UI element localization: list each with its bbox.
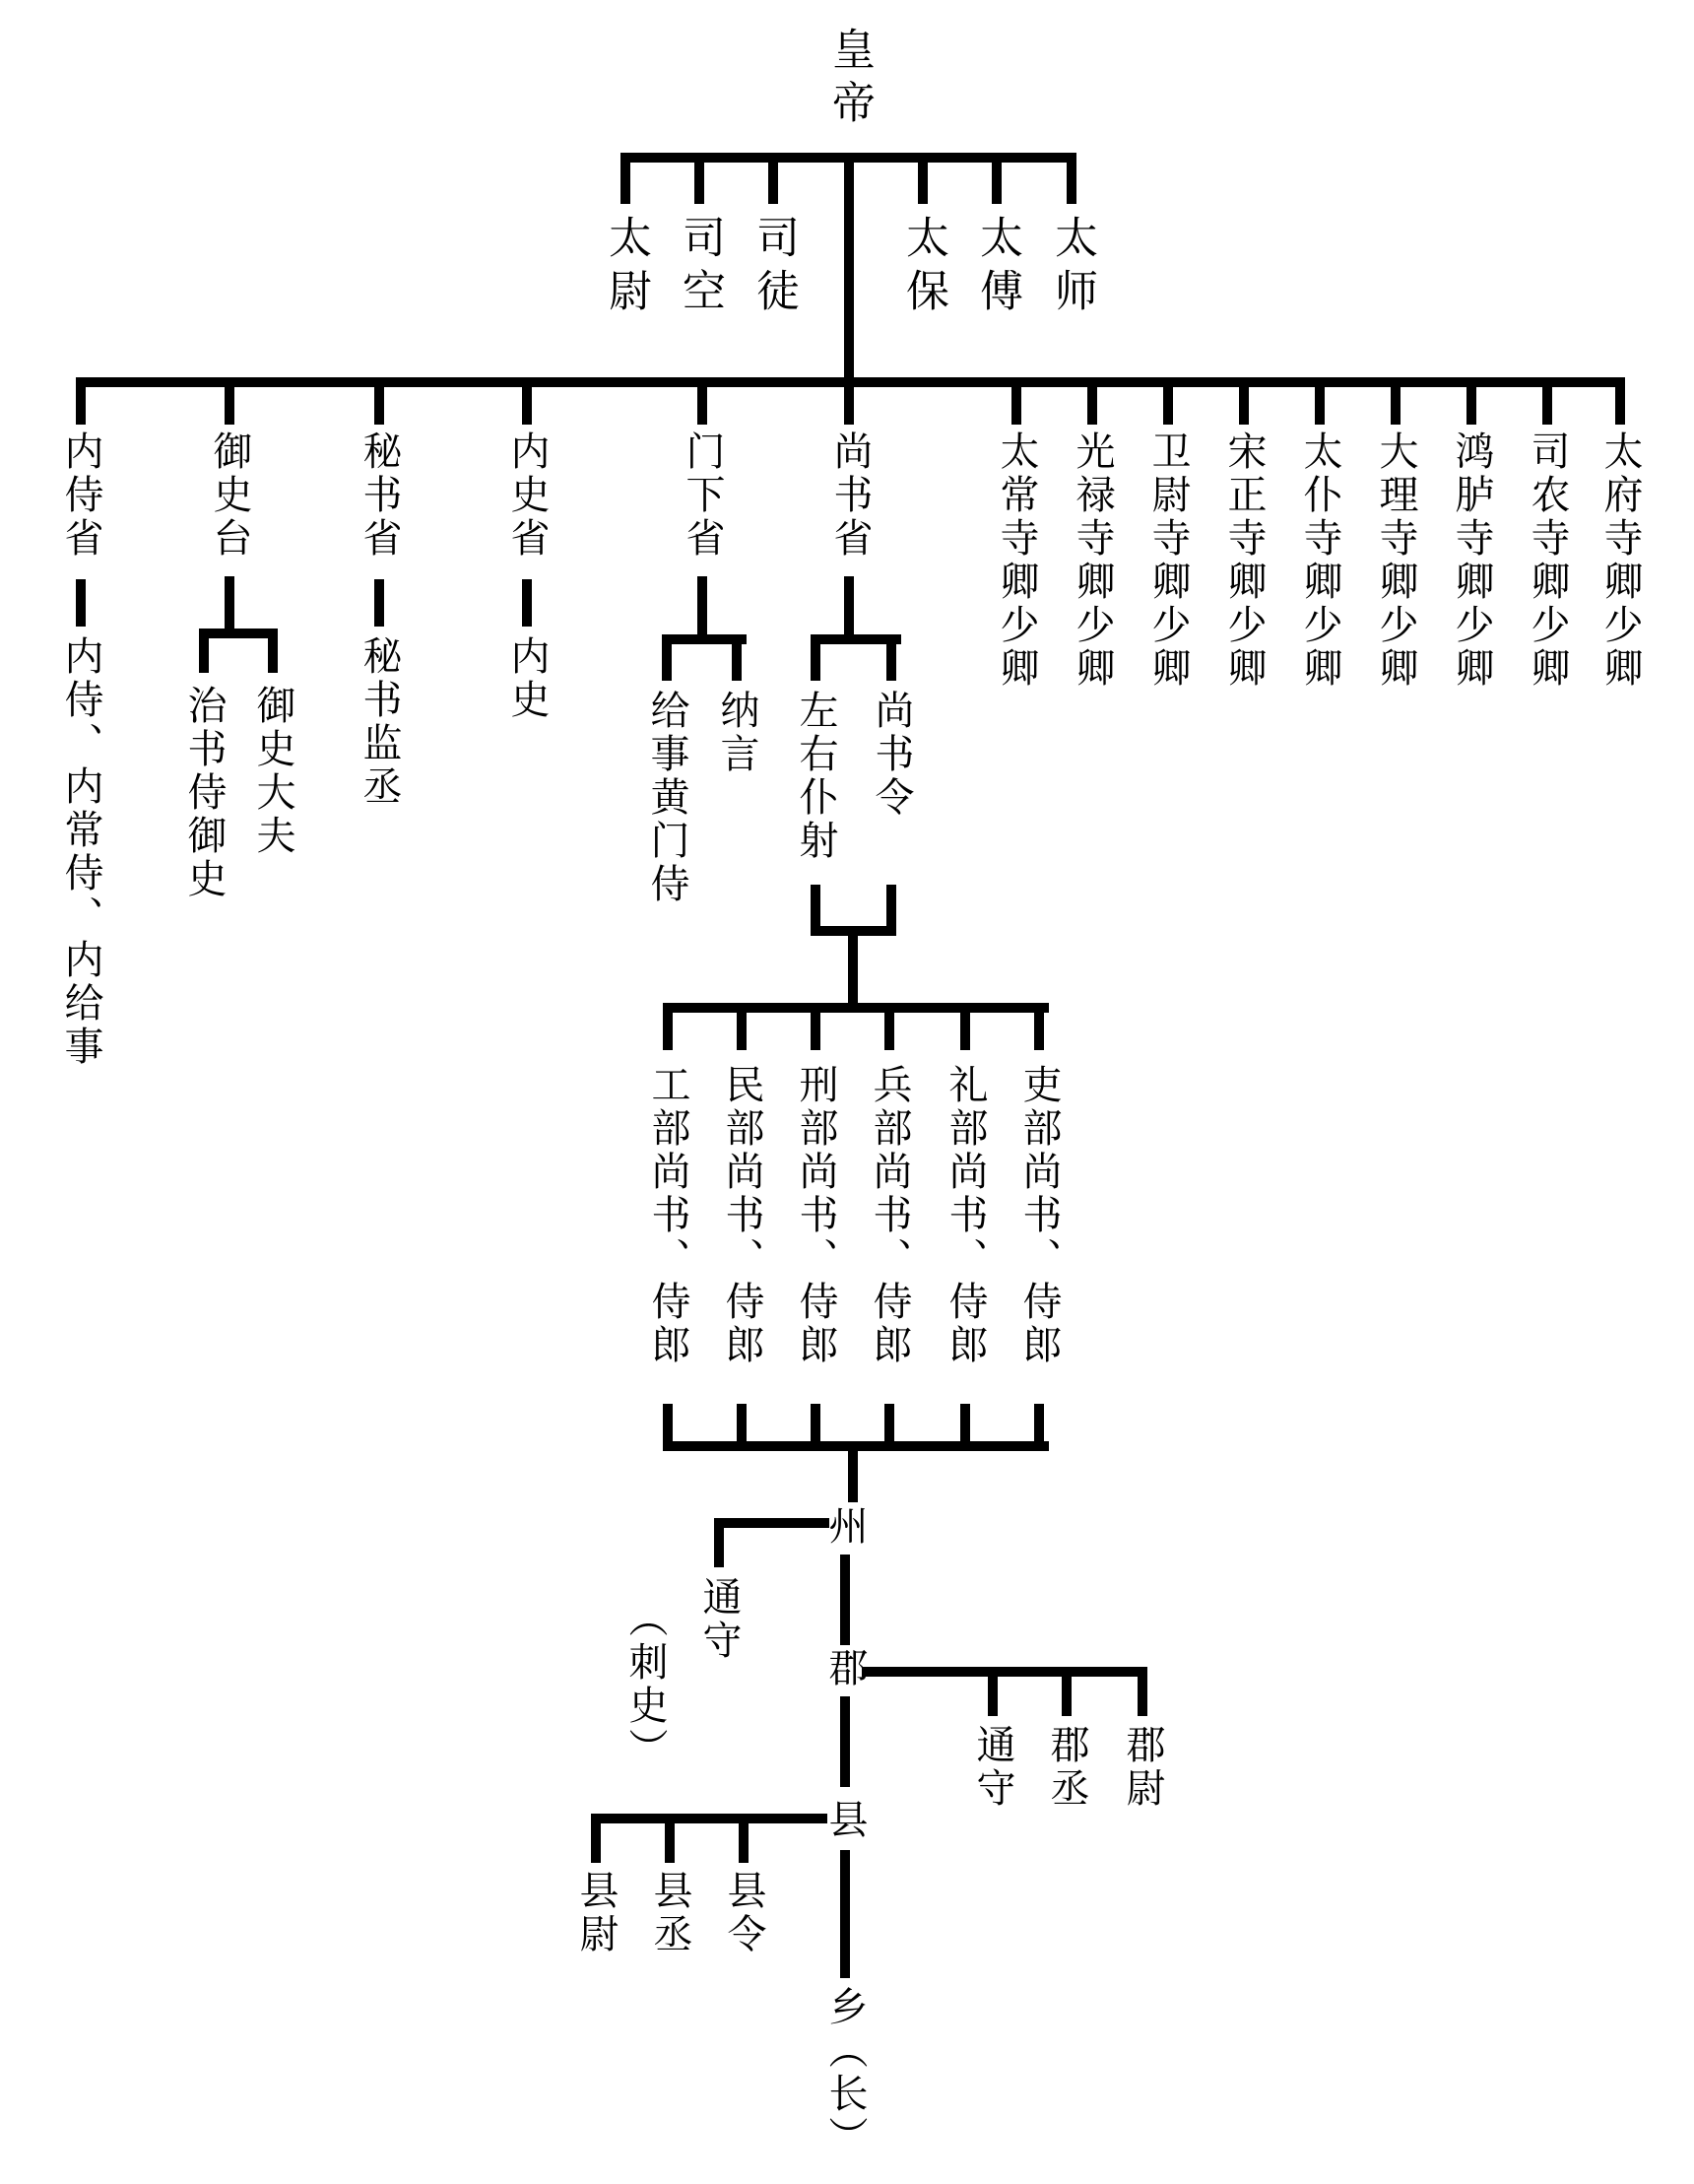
dept-palace-library: 秘书省	[358, 430, 402, 561]
connector-chancellery-stem	[697, 576, 707, 639]
connector-advisors-bar	[620, 153, 1076, 163]
connector-chancellery-leg	[732, 634, 742, 681]
ministry-xingbu: 刑部尚书、侍郎	[794, 1064, 838, 1367]
ministry-libu-rites: 礼部尚书、侍郎	[944, 1064, 988, 1367]
connector-branch-stub	[1239, 377, 1249, 425]
officer-jishi-huangmen: 给事黄门侍	[645, 690, 689, 906]
connector-to-zhou	[848, 1441, 858, 1502]
connector-zhou-left-leg	[714, 1518, 724, 1567]
connector-state-affairs-leg	[811, 634, 820, 681]
officer-shangshuling: 尚书令	[870, 690, 914, 820]
court-taipu: 太仆寺卿少卿	[1298, 430, 1342, 691]
connector-branch-stub	[1315, 377, 1325, 425]
duke-taiwei: 太尉	[602, 215, 650, 321]
connector-zhou-jun	[840, 1555, 850, 1645]
ministry-bingbu: 兵部尚书、侍郎	[868, 1064, 912, 1367]
connector-branch-stub	[522, 377, 532, 425]
connector-jun-leg	[1138, 1667, 1147, 1716]
court-songzheng: 宋正寺卿少卿	[1222, 430, 1267, 691]
court-weiwei: 卫尉寺卿少卿	[1146, 430, 1191, 691]
jun-officer-junwei: 郡尉	[1121, 1724, 1165, 1811]
connector-censorate-leg	[268, 629, 278, 673]
connector-advisor-stub	[694, 153, 704, 204]
court-sinong: 司农寺卿少卿	[1526, 430, 1570, 691]
officers-palace-library: 秘书监丞	[358, 635, 402, 809]
connector-xian-leg	[739, 1814, 749, 1863]
officer-yushi-dafu: 御史大夫	[251, 685, 295, 858]
connector-jun-xian	[840, 1696, 850, 1787]
connector-advisor-stub	[918, 153, 928, 204]
connector-advisor-stub	[620, 153, 630, 204]
dept-secretariat: 内史省	[505, 430, 550, 561]
court-dali: 大理寺卿少卿	[1374, 430, 1418, 691]
jun-officer-juncheng: 郡丞	[1045, 1724, 1089, 1811]
connector-branch-stub	[1087, 377, 1097, 425]
preceptor-taishi: 太师	[1048, 215, 1096, 321]
connector-xian-xiang	[840, 1850, 850, 1978]
connector-xian-left-bar	[591, 1814, 827, 1823]
connector-jun-leg	[988, 1667, 998, 1716]
officers-palace-attendants: 内侍、内常侍、内给事	[59, 635, 103, 1069]
connector-chancellery-leg	[662, 634, 672, 681]
dept-chancellery: 门下省	[681, 430, 725, 561]
connector-state-affairs-stem	[844, 576, 854, 639]
connector-ministry-stub	[960, 1003, 970, 1050]
connector-ministry-stub	[663, 1003, 673, 1050]
connector-branch-stub	[76, 377, 86, 425]
xian-officer-xiancheng: 县丞	[648, 1870, 692, 1956]
zhou-officer-tongshou: 通守	[697, 1576, 742, 1663]
connector-emperor-trunk	[844, 153, 854, 387]
connector-palace-library	[374, 579, 384, 627]
preceptor-taifu: 太傅	[973, 215, 1021, 321]
connector-palace-attendants	[76, 579, 86, 627]
xian-officer-xianling: 县令	[722, 1870, 766, 1956]
officer-zhishu-shiyushi: 治书侍御史	[182, 685, 227, 901]
connector-state-affairs-leg	[886, 634, 896, 681]
connector-branch-stub	[844, 377, 854, 425]
connector-branch-stub	[1163, 377, 1173, 425]
court-taichang: 太常寺卿少卿	[995, 430, 1039, 691]
ministry-gongbu: 工部尚书、侍郎	[646, 1064, 690, 1367]
connector-xian-leg	[665, 1814, 675, 1863]
connector-xian-leg	[591, 1814, 601, 1863]
connector-secretariat	[522, 579, 532, 627]
duke-sikong: 司空	[676, 215, 724, 321]
ministry-libu-personnel: 吏部尚书、侍郎	[1017, 1064, 1062, 1367]
connector-branch-stub	[1542, 377, 1552, 425]
connector-jun-leg	[1062, 1667, 1072, 1716]
emperor-node: 皇帝	[825, 27, 874, 133]
connector-branch-stub	[225, 377, 234, 425]
connector-branch-stub	[374, 377, 384, 425]
connector-ministries-top-bar	[663, 1003, 1049, 1013]
connector-merge-trunk	[848, 926, 858, 1013]
dept-palace-attendants: 内侍省	[59, 430, 103, 561]
connector-ministry-stub	[1034, 1003, 1044, 1050]
connector-branch-stub	[1391, 377, 1401, 425]
connector-branch-stub	[1011, 377, 1021, 425]
connector-branch-stub	[697, 377, 707, 425]
connector-branch-stub	[1615, 377, 1625, 425]
xian-officer-xianwei: 县尉	[574, 1870, 619, 1956]
ministry-minbu: 民部尚书、侍郎	[720, 1064, 764, 1367]
jun-node: 郡	[823, 1647, 868, 1690]
duke-situ: 司徒	[749, 215, 798, 321]
court-guanglu: 光禄寺卿少卿	[1071, 430, 1115, 691]
court-honglu: 鸿胪寺卿少卿	[1450, 430, 1494, 691]
court-taifu: 太府寺卿少卿	[1598, 430, 1643, 691]
connector-censorate-bar	[199, 629, 278, 638]
preceptor-taibao: 太保	[899, 215, 947, 321]
connector-advisor-stub	[1067, 153, 1076, 204]
connector-ministry-stub	[737, 1003, 747, 1050]
officer-pushe: 左右仆射	[794, 690, 838, 863]
jun-officer-tongshou: 通守	[971, 1724, 1015, 1811]
zhou-officer-note: （刺史）	[623, 1598, 668, 1771]
connector-censorate-leg	[199, 629, 209, 673]
connector-zhou-left-bar	[714, 1518, 829, 1528]
officer-nayan: 纳言	[715, 690, 759, 776]
connector-advisor-stub	[768, 153, 778, 204]
connector-censorate-stem	[225, 576, 234, 635]
zhou-node: 州	[823, 1505, 868, 1549]
dept-state-affairs: 尚书省	[828, 430, 873, 561]
xiang-node: 乡（长）	[823, 1986, 868, 2159]
connector-ministry-stub	[884, 1003, 894, 1050]
xian-node: 县	[823, 1799, 868, 1842]
connector-branch-stub	[1466, 377, 1476, 425]
officers-secretariat: 内史	[505, 635, 550, 722]
connector-jun-right-bar	[862, 1667, 1147, 1677]
connector-ministry-stub	[811, 1003, 820, 1050]
connector-advisor-stub	[992, 153, 1002, 204]
dept-censorate: 御史台	[208, 430, 252, 561]
